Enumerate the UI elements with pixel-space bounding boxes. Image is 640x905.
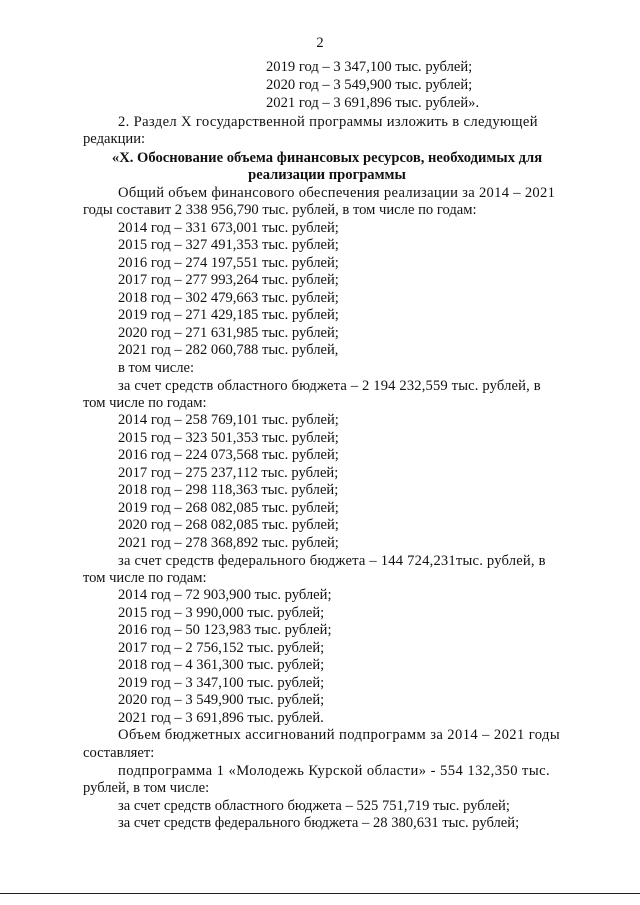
federal-year-line: 2021 год – 3 691,896 тыс. рублей. <box>118 710 324 726</box>
page-number: 2 <box>316 35 324 51</box>
regional-line2: том числе по годам: <box>83 395 207 411</box>
regional-year-line: 2014 год – 258 769,101 тыс. рублей; <box>118 412 339 428</box>
federal-year-line: 2019 год – 3 347,100 тыс. рублей; <box>118 675 325 691</box>
section-title-line1: «X. Обоснование объема финансовых ресурсов, необходимых для <box>111 150 543 166</box>
regional-year-line: 2020 год – 268 082,085 тыс. рублей; <box>118 517 339 533</box>
total-year-line: 2016 год – 274 197,551 тыс. рублей; <box>118 255 339 271</box>
regional-year-line: 2021 год – 278 368,892 тыс. рублей; <box>118 535 339 551</box>
top-year-line: 2019 год – 3 347,100 тыс. рублей; <box>266 59 473 75</box>
federal-year-line: 2020 год – 3 549,900 тыс. рублей; <box>118 692 325 708</box>
total-line1: Общий объем финансового обеспечения реализации за 2014 – 2021 <box>118 185 556 201</box>
regional-year-line: 2018 год – 298 118,363 тыс. рублей; <box>118 482 339 498</box>
regional-year-line: 2019 год – 268 082,085 тыс. рублей; <box>118 500 339 516</box>
total-year-line: 2017 год – 277 993,264 тыс. рублей; <box>118 272 339 288</box>
federal-year-line: 2016 год – 50 123,983 тыс. рублей; <box>118 622 332 638</box>
top-year-line: 2021 год – 3 691,896 тыс. рублей». <box>266 95 480 111</box>
subprogram1-regional: за счет средств областного бюджета – 525 751,719 тыс. рублей; <box>118 798 510 814</box>
total-year-line: 2021 год – 282 060,788 тыс. рублей, <box>118 342 339 358</box>
regional-year-line: 2016 год – 224 073,568 тыс. рублей; <box>118 447 339 463</box>
regional-year-line: 2015 год – 323 501,353 тыс. рублей; <box>118 430 339 446</box>
regional-year-line: 2017 год – 275 237,112 тыс. рублей; <box>118 465 339 481</box>
section-title-line2: реализации программы <box>248 167 406 183</box>
subprogram1-federal: за счет средств федерального бюджета – 28 380,631 тыс. рублей; <box>118 815 520 831</box>
total-year-line: 2014 год – 331 673,001 тыс. рублей; <box>118 220 339 236</box>
item2-line2: редакции: <box>83 131 146 147</box>
regional-line1: за счет средств областного бюджета – 2 194 232,559 тыс. рублей, в <box>118 378 541 394</box>
total-year-line: 2019 год – 271 429,185 тыс. рублей; <box>118 307 339 323</box>
federal-year-line: 2017 год – 2 756,152 тыс. рублей; <box>118 640 325 656</box>
federal-line1: за счет средств федерального бюджета – 144 724,231тыс. рублей, в <box>118 553 546 569</box>
subprograms-line2: составляет: <box>83 745 155 761</box>
federal-year-line: 2018 год – 4 361,300 тыс. рублей; <box>118 657 325 673</box>
subprogram1-line1: подпрограмма 1 «Молодежь Курской области» - 554 132,350 тыс. <box>118 763 551 779</box>
federal-line2: том числе по годам: <box>83 570 207 586</box>
total-year-line: 2020 год – 271 631,985 тыс. рублей; <box>118 325 339 341</box>
item2-line1: 2. Раздел X государственной программы изложить в следующей <box>118 114 538 130</box>
total-year-line: 2018 год – 302 479,663 тыс. рублей; <box>118 290 339 306</box>
federal-year-line: 2015 год – 3 990,000 тыс. рублей; <box>118 605 325 621</box>
federal-year-line: 2014 год – 72 903,900 тыс. рублей; <box>118 587 332 603</box>
total-line2: годы составит 2 338 956,790 тыс. рублей, в том числе по годам: <box>83 202 477 218</box>
bottom-rule <box>0 893 640 894</box>
top-year-line: 2020 год – 3 549,900 тыс. рублей; <box>266 77 473 93</box>
subprograms-line1: Объем бюджетных ассигнований подпрограмм за 2014 – 2021 годы <box>118 727 561 743</box>
subprogram1-line2: рублей, в том числе: <box>83 780 210 796</box>
total-year-line: 2015 год – 327 491,353 тыс. рублей; <box>118 237 339 253</box>
including-label: в том числе: <box>118 360 195 376</box>
